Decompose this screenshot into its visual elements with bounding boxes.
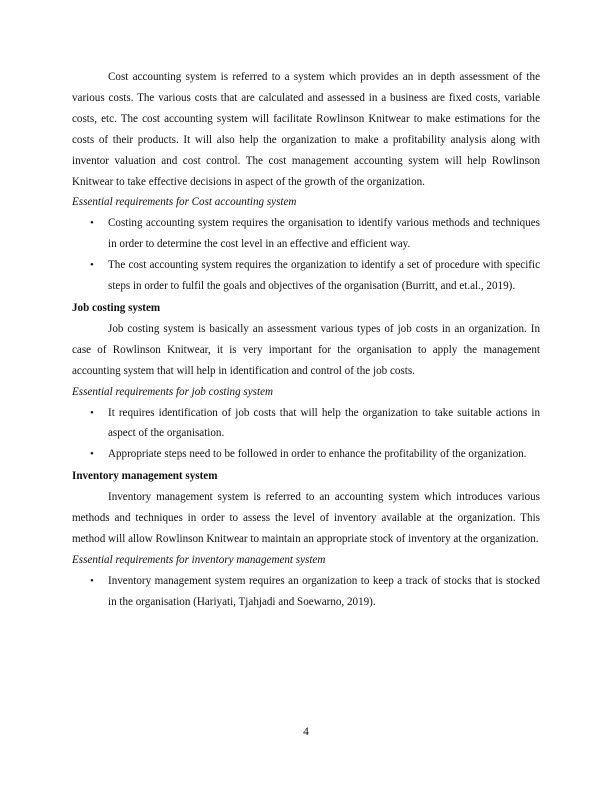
list-item xyxy=(72,255,540,297)
inventory-requirements-list xyxy=(72,571,540,613)
list-item xyxy=(72,213,540,255)
list-item-text: It requires identification of job costs that will help the organization to take suitable actions in aspect of the organisation. xyxy=(108,406,540,440)
cost-accounting-requirements-title: Essential requirements for Cost accounting system xyxy=(72,196,297,209)
page-number: 4 xyxy=(303,726,309,738)
bullet-icon: • xyxy=(90,448,94,461)
document-page xyxy=(72,67,540,613)
list-item xyxy=(72,571,540,613)
job-costing-title: Job costing system xyxy=(72,301,161,314)
cost-accounting-requirements-list xyxy=(72,213,540,297)
list-item-text: Inventory management system requires an organization to keep a track of stocks that is stocked in the organisation (Hariyati, Tjahjadi and Soewarno, 2019). xyxy=(108,574,540,608)
list-item-text: Costing accounting system requires the organisation to identify various methods and techniques in order to determine the cost level in an effective and efficient way. xyxy=(108,217,540,251)
bullet-icon: • xyxy=(90,406,94,419)
bullet-icon: • xyxy=(90,259,94,272)
cost-accounting-intro: Cost accounting system is referred to a system which provides an in depth assessment of the various costs. The various costs that are calculated and assessed in a business are fixed costs, variable costs, etc. The cost accounting system will facilitate Rowlinson Knitwear to make estimations for the costs of their products. It will also help the organization to make a profitability analysis along with inventor valuation and cost control. The cost management accounting system will help Rowlinson Knitwear to take effective decisions in aspect of the growth of the organization. xyxy=(72,71,540,188)
inventory-requirements-title: Essential requirements for inventory management system xyxy=(72,553,326,566)
bullet-icon: • xyxy=(90,217,94,230)
job-costing-requirements-title: Essential requirements for job costing system xyxy=(72,385,274,398)
list-item-text: The cost accounting system requires the organization to identify a set of procedure with specific steps in order to fulfil the goals and objectives of the organisation (Burritt, and et.al., 2019). xyxy=(108,259,540,293)
inventory-title: Inventory management system xyxy=(72,470,218,483)
list-item xyxy=(72,403,540,445)
list-item-text: Appropriate steps need to be followed in order to enhance the profitability of the organization. xyxy=(108,448,527,461)
list-item xyxy=(72,444,540,465)
job-costing-intro: Job costing system is basically an assessment various types of job costs in an organization. In case of Rowlinson Knitwear, it is very important for the organisation to apply the management accounting system that will help in identification and control of the job costs. xyxy=(72,322,540,377)
job-costing-requirements-list xyxy=(72,403,540,466)
inventory-intro: Inventory management system is referred to an accounting system which introduces various methods and techniques in order to assess the level of inventory available at the organization. This method will allow Rowlinson Knitwear to maintain an appropriate stock of inventory at the organization. xyxy=(72,491,540,545)
bullet-icon: • xyxy=(90,574,94,587)
